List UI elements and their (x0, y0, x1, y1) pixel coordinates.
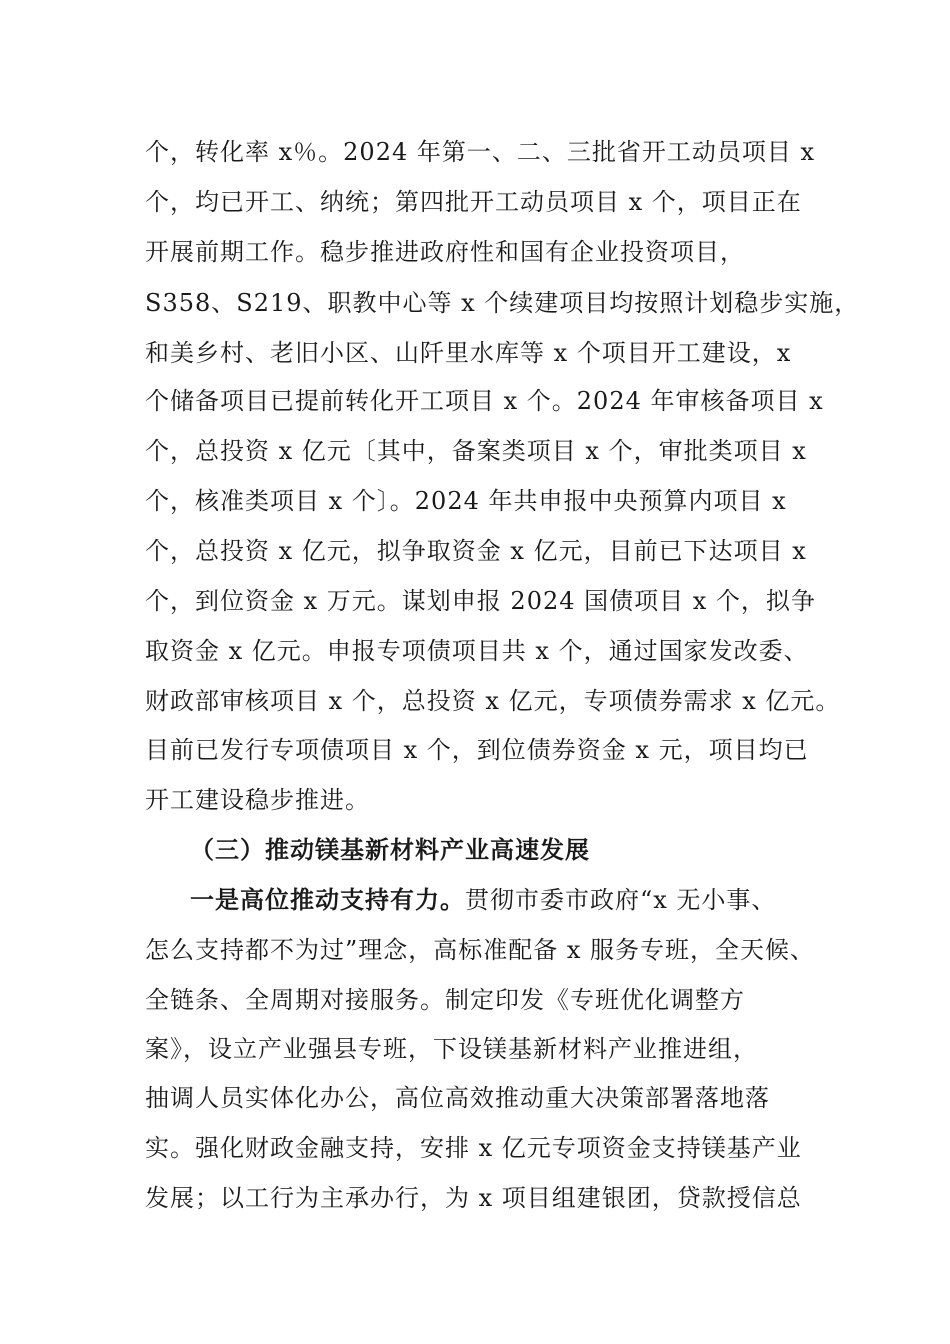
body-text-line: 财政部审核项目 x 个，总投资 x 亿元，专项债券需求 x 亿元。 (145, 687, 841, 715)
body-text-line: 怎么支持都不为过”理念，高标准配备 x 服务专班，全天候、 (145, 936, 816, 964)
body-text-line: 个，核准类项目 x 个〕。2024 年共申报中央预算内项目 x (145, 487, 787, 515)
body-text-line: 个，总投资 x 亿元〔其中，备案类项目 x 个，审批类项目 x (145, 437, 807, 465)
body-text-line: 个储备项目已提前转化开工项目 x 个。2024 年审核备项目 x (145, 387, 824, 415)
body-text-line: 实。强化财政金融支持，安排 x 亿元专项资金支持镁基产业 (145, 1134, 802, 1162)
body-text-line: 抽调人员实体化办公，高位高效推动重大决策部署落地落 (145, 1084, 770, 1112)
body-text-line: 开工建设稳步推进。 (145, 786, 370, 814)
lead-rest-text: 贯彻市委市政府“x 无小事、 (465, 886, 777, 914)
body-text-line: S358、S219、职教中心等 x 个续建项目均按照计划稳步实施， (145, 289, 860, 317)
body-text-line: 和美乡村、老旧小区、山阡里水库等 x 个项目开工建设，x (145, 339, 792, 367)
body-text-line: 发展；以工行为主承办行，为 x 项目组建银团，贷款授信总 (145, 1184, 802, 1212)
body-text-line: 开展前期工作。稳步推进政府性和国有企业投资项目， (145, 238, 745, 266)
body-text-line: 案》，设立产业强县专班，下设镁基新材料产业推进组， (145, 1035, 758, 1063)
body-text-line: 个，均已开工、纳统；第四批开工动员项目 x 个，项目正在 (145, 188, 802, 216)
body-text-line: 取资金 x 亿元。申报专项债项目共 x 个，通过国家发改委、 (145, 637, 809, 665)
section-heading: （三）推动镁基新材料产业高速发展 (190, 835, 590, 864)
body-text-line: 个，总投资 x 亿元，拟争取资金 x 亿元，目前已下达项目 x (145, 537, 807, 565)
lead-paragraph-line (190, 885, 776, 915)
body-text-line: 目前已发行专项债项目 x 个，到位债券资金 x 元，项目均已 (145, 736, 809, 764)
body-text-line: 全链条、全周期对接服务。制定印发《专班优化调整方 (145, 986, 745, 1014)
body-text-line: 个，转化率 x％。2024 年第一、二、三批省开工动员项目 x (145, 138, 816, 166)
body-text-line: 个，到位资金 x 万元。谋划申报 2024 国债项目 x 个，拟争 (145, 587, 816, 615)
lead-bold-text: 一是高位推动支持有力。 (190, 885, 465, 914)
